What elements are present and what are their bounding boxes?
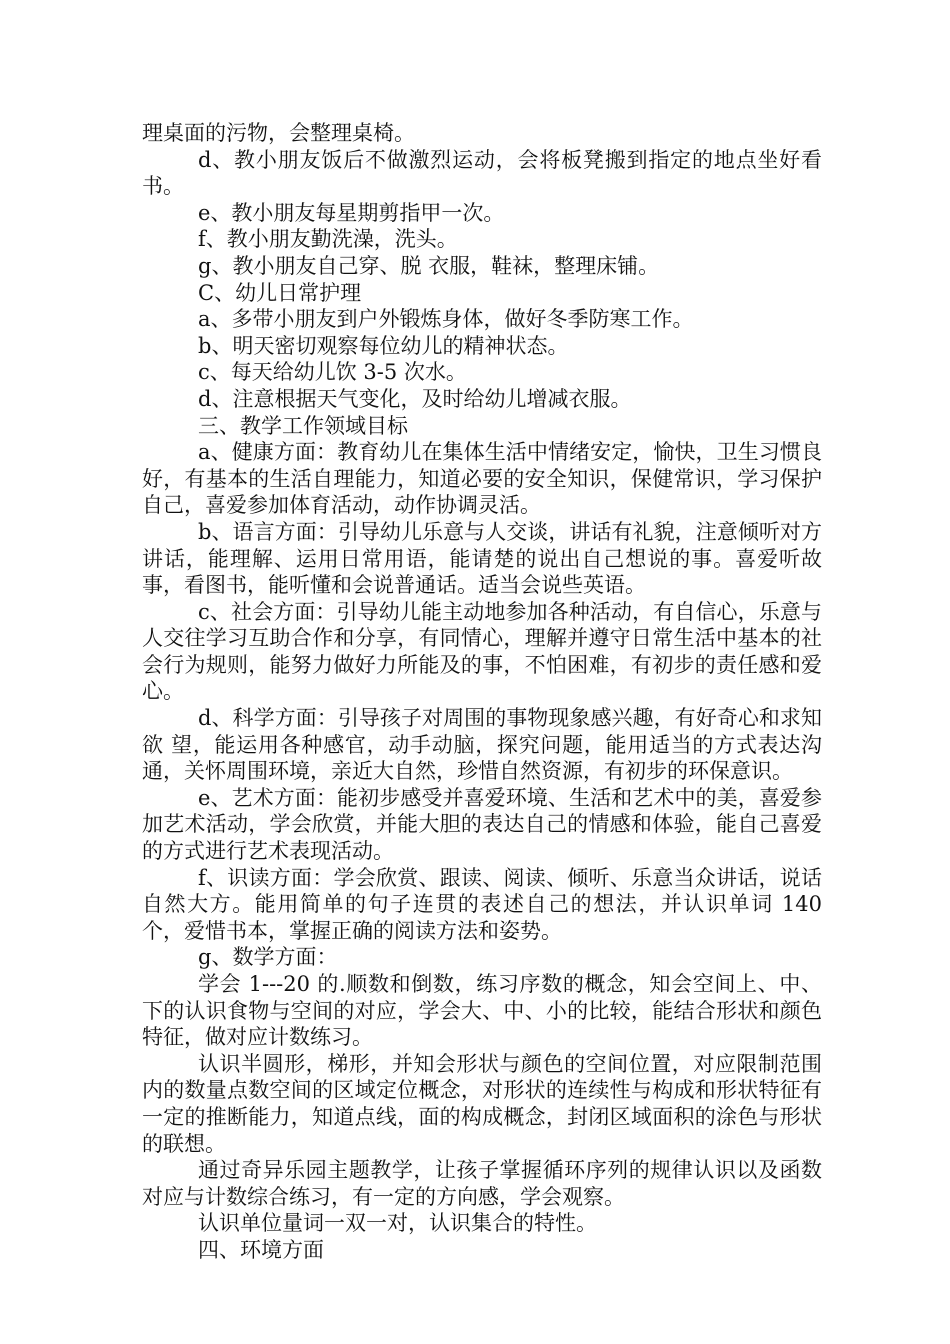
paragraph: 通过奇异乐园主题教学，让孩子掌握循环序列的规律认识以及函数对应与计数综合练习，有一定的方向感，学会观察。 — [142, 1158, 822, 1209]
section-heading: 三、教学工作领域目标 — [198, 413, 408, 438]
paragraph: 学会 1---20 的.顺数和倒数，练习序数的概念，知会空间上、中、下的认识食物与空间的对应，学会大、中、小的比较，能结合形状和颜色特征，做对应计数练习。 — [142, 972, 822, 1050]
section-heading: 四、环境方面 — [198, 1237, 324, 1262]
paragraph: c、社会方面：引导幼儿能主动地参加各种活动，有自信心，乐意与人交往学习互助合作和分享，有同情心，理解并遵守日常生活中基本的社会行为规则，能努力做好力所能及的事，不怕困难，有初步的责任感和爱心。 — [142, 599, 822, 704]
paragraph: d、科学方面：引导孩子对周围的事物现象感兴趣，有好奇心和求知欲 望，能运用各种感官，动手动脑，探究问题，能用适当的方式表达沟通，关怀周围环境，亲近大自然，珍惜自然资源，有初步的环保意识。 — [142, 706, 822, 784]
paragraph: e、艺术方面：能初步感受并喜爱环境、生活和艺术中的美，喜爱参加艺术活动，学会欣赏，并能大胆的表达自己的情感和体验，能自己喜爱的方式进行艺术表现活动。 — [142, 785, 822, 864]
paragraph: f、识读方面：学会欣赏、跟读、阅读、倾听、乐意当众讲话，说话自然大方。能用简单的句子连贯的表述自己的想法，并认识单词 140 个，爱惜书本，掌握正确的阅读方法和姿势。 — [142, 865, 822, 943]
paragraph: 理桌面的污物，会整理桌椅。 — [142, 121, 415, 145]
document-body — [142, 120, 822, 1264]
paragraph: f、教小朋友勤洗澡，洗头。 — [198, 227, 458, 252]
paragraph: c、每天给幼儿饮 3-5 次水。 — [198, 360, 467, 385]
paragraph: a、多带小朋友到户外锻炼身体，做好冬季防寒工作。 — [198, 307, 694, 332]
paragraph: d、注意根据天气变化，及时给幼儿增减衣服。 — [198, 386, 632, 411]
paragraph: a、健康方面：教育幼儿在集体生活中情绪安定，愉快，卫生习惯良好，有基本的生活自理能力，知道必要的安全知识，保健常识，学习保护自己，喜爱参加体育活动，动作协调灵活。 — [142, 440, 822, 518]
paragraph: d、教小朋友饭后不做激烈运动，会将板凳搬到指定的地点坐好看书。 — [142, 147, 822, 199]
paragraph: 认识单位量词一双一对，认识集合的特性。 — [198, 1211, 597, 1236]
paragraph: g、教小朋友自己穿、脱 衣服，鞋袜，整理床铺。 — [198, 253, 660, 278]
paragraph: 认识半圆形，梯形，并知会形状与颜色的空间位置，对应限制范围内的数量点数空间的区域定位概念，对形状的连续性与构成和形状特征有一定的推断能力，知道点线，面的构成概念，封闭区域面积的涂色与形状的联想。 — [142, 1051, 822, 1156]
paragraph: b、明天密切观察每位幼儿的精神状态。 — [198, 333, 569, 358]
section-heading: C、幼儿日常护理 — [198, 280, 362, 305]
paragraph: g、数学方面： — [198, 945, 338, 970]
paragraph: e、教小朋友每星期剪指甲一次。 — [198, 200, 505, 225]
paragraph: b、语言方面：引导幼儿乐意与人交谈，讲话有礼貌，注意倾听对方讲话，能理解、运用日常用语，能请楚的说出自己想说的事。喜爱听故事，看图书，能听懂和会说普通话。适当会说些英语。 — [142, 519, 822, 598]
